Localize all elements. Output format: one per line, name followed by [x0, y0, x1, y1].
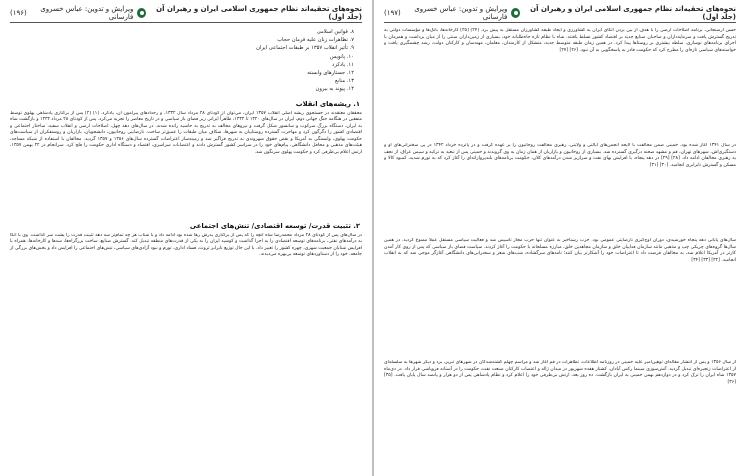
contents-list — [10, 28, 362, 94]
list-item: ۱۳. منابع — [334, 78, 354, 85]
list-item: ۸. قوانین اسلامی — [316, 29, 354, 35]
list-item: ۹. تأثیر انقلاب ۱۳۵۷ بر طبقات اجتماعی ایران — [256, 45, 354, 52]
body-paragraph: از سال ۱۳۵۶ و پس از انتشار مقاله‌ای توهین‌آمیز علیه خمینی در روزنامه اطلاعات، تظاهرات در قم آغاز شد و مراسم چهلم کشته‌شدگان در شهرهای تبریز، یزد و دیگر شهرها به سلسله‌ای از اعتراضات زنجیره‌ای تبدیل گردید. آتش‌سوزی سینما رکس آبادان، کشتار هفده شهریور در میدان ژاله و اعتصاب کارکنان صنعت نفت، حکومت را در آستانه فروپاشی قرار داد. در دی‌ماه ۱۳۵۷ شاه ایران را ترک کرد و در دوازدهم بهمن خمینی به ایران بازگشت. ده روز بعد، ارتش بی‌طرفی خود را اعلام کرد و نظام پادشاهی پس از دو هزار و پانصد سال پایان یافت. [۳۵] [۳۶] — [384, 360, 736, 385]
right-page-body — [384, 28, 736, 470]
left-page-number: (۱۹۶) — [10, 9, 27, 17]
left-page-body — [10, 28, 362, 470]
right-header-author: ویرایش و تدوین: عباس خسروی فارسانی — [414, 5, 508, 21]
section-paragraph: در سال‌های پس از کودتای ۲۸ مرداد محمدرضا شاه آنچه را که پس از برکناری پدرش رها شده بود ادامه داد و با شتاب هر چه تمام‌تر سه دهه تثبیت قدرت را پشت سر گذاشت. وی با اتکا به درآمدهای نفتی، برنامه‌های توسعه اقتصادی را به اجرا گذاشت و کوشید ایران را به یکی از قدرت‌های منطقه تبدیل کند. گسترش صنایع، ساخت بزرگراه‌ها، سدها و کارخانه‌ها، همراه با افزایش شتابان جمعیت شهری، چهره کشور را تغییر داد. با این حال توزیع نابرابر ثروت، فساد اداری، تورم و نبود آزادی‌های سیاسی، تنش‌های اجتماعی را افزایش داد و بخش‌های بزرگی از جامعه، خود را از دستاوردهای توسعه بی‌بهره می‌دیدند. — [10, 232, 362, 258]
list-item: ۱۴. پیوند به بیرون — [315, 86, 354, 93]
right-page — [374, 0, 746, 476]
emblem-icon — [137, 8, 146, 18]
section-heading: ۲. تثبیت قدرت/ توسعه اقتصادی/ تنش‌های اجتماعی — [189, 221, 360, 230]
list-item: ۱۰. پانویس — [329, 53, 354, 60]
left-header-title: نحوه‌های تحقیه‌اند نظام جمهوری اسلامی ایران و رهبران آن (جلد اول) — [156, 5, 362, 21]
body-paragraph: در سال ۱۳۴۱ آغاز شده بود، خمینی ضمن مخالفت با لایحه انجمن‌های ایالتی و ولایتی، رهبری مخالفت روحانیون را بر عهده گرفت و در پانزده خرداد ۱۳۴۲ در پی سخنرانی‌های او و دستگیری‌اش، شهرهای تهران، قم و مشهد صحنه درگیری گسترده شد. بسیاری از روحانیون و بازاریان از همان زمان به وی گرویدند و خمینی پس از تبعید به ترکیه و سپس عراق، از نجف به رهبری مخالفان ادامه داد. [۲۸] [۲۹] در دهه پنجاه، با افزایش بهای نفت و سرازیر شدن درآمدهای کلان، حکومت برنامه‌های بلندپروازانه‌ای را آغاز کرد که به تورم شدید، کمبود کالا و مسکن و گسترش نابرابری انجامید. [۳۰] [۳۱] — [384, 143, 736, 168]
list-item: ۷. تظاهرات زنان علیه فرمان حجاب — [277, 37, 354, 44]
body-paragraph: حسن ارسنجانی، برنامه اصلاحات ارضی را با هدف از بین بردن اتکای ایران به کشاورزی و ایجاد طبقه کشاورزان مستقل به پیش برد. [۲۴] [۲۵] کارخانه‌ها، بانک‌ها و مؤسسات دولتی به تدریج گسترش یافت و سرمایه‌داران و صاحبان صنایع جدید بر اقتصاد کشور تسلط یافتند. شاه با نظام تازه جاه‌طلبانه خود، بسیاری از زمین‌داران سنتی را از میان برداشت و همزمان با اجرای برنامه‌های نوسازی، سلطه بیشتری بر روستاها پیدا کرد. در همین زمان طبقه متوسط جدید، متشکل از کارمندان، معلمان، مهندسان و کارکنان دولت، رشد چشمگیری یافت و خواسته‌های سیاسی تازه‌ای را مطرح کرد که حکومت قادر به پاسخگویی به آن نبود. [۲۶] [۲۷] — [384, 28, 736, 53]
list-item: ۱۲. جستارهای وابسته — [307, 70, 354, 77]
right-page-header — [384, 4, 736, 23]
body-paragraph: سال‌های پایانی دهه پنجاه خورشیدی، دوران اوج‌گیری نارضایتی عمومی بود. حزب رستاخیز به عنوان تنها حزب مجاز تأسیس شد و فعالیت سیاسی مستقل عملاً ممنوع گردید. در همین سال‌ها گروه‌های چریکی چپ و مذهبی مانند سازمان فداییان خلق و سازمان مجاهدین خلق، مبارزه مسلحانه با حکومت را آغاز کردند. سیاست فضای باز سیاسی که پس از روی کار آمدن کارتر در آمریکا اعلام شد، به مخالفان فرصت داد تا اعتراضات خود را آشکارتر بیان کنند؛ نامه‌های سرگشاده، شب‌های شعر و سخنرانی‌های دانشگاهی آغازگر موجی شد که به انقلاب انجامید. [۳۲] [۳۳] [۳۴] — [384, 238, 736, 263]
emblem-icon — [511, 8, 520, 18]
left-page — [0, 0, 372, 476]
section-heading: ۱. ریشه‌های انقلاب — [295, 99, 360, 108]
left-page-header — [10, 4, 362, 23]
right-page-number: (۱۹۷) — [384, 9, 401, 17]
list-item: ۱۱. یادکرد — [332, 61, 354, 68]
section-paragraph: محققان معتقدند در جستجوی ریشه اصلی انقلاب ۱۳۵۷ ایران، می‌توان از کودتای ۲۸ مرداد سال ۱۳۳۲، و رخدادهای پیرامون آن، یادکرد. [۱] [۲] پس از برکناری پادشاهی پهلوی توسط متفقین در هنگامه جنگ جهانی دوم، ایران در سال‌های ۱۳۲۰ تا ۱۳۳۲، ظاهراً ایرانی زیر فضای باز سیاسی و در تاریخ معاصر را تجربه می‌کرد. پس از کودتای ۲۸ مرداد ۱۳۳۲ و بازگشت شاه به ایران، دستگاه بزرگ سرکوب و سانسور شکل گرفت و نیروهای مخالف به تدریج به حاشیه رانده شدند. در سال‌های دهه چهل، اصلاحات ارضی و انقلاب سفید، ساختار اجتماعی و اقتصادی کشور را دگرگون کرد و مهاجرت گسترده روستاییان به شهرها، شکاف میان طبقات را عمیق‌تر ساخت. نارضایتی روحانیون، دانشجویان، بازاریان و روشنفکران از سیاست‌های حکومت پهلوی، وابستگی به آمریکا و نقض حقوق شهروندی به تدریج فراگیر شد و زمینه‌ساز اعتراضات گسترده سال‌های ۱۳۵۶ و ۱۳۵۷ گردید. مخالفان با استفاده از شبکه مساجد، هیئت‌های مذهبی و محافل دانشگاهی، پیام‌های خود را در سراسر کشور گسترش دادند و اعتصابات سراسری، اقتصاد و دستگاه اداری حکومت را فلج کرد. سرانجام در ۲۲ بهمن ۱۳۵۷، ارتش اعلام بی‌طرفی کرد و حکومت پهلوی سرنگون شد. — [10, 110, 362, 155]
right-header-title: نحوه‌های تحقیه‌اند نظام جمهوری اسلامی ایران و رهبران آن (جلد اول) — [530, 5, 736, 21]
left-header-author: ویرایش و تدوین: عباس خسروی فارسانی — [40, 5, 134, 21]
